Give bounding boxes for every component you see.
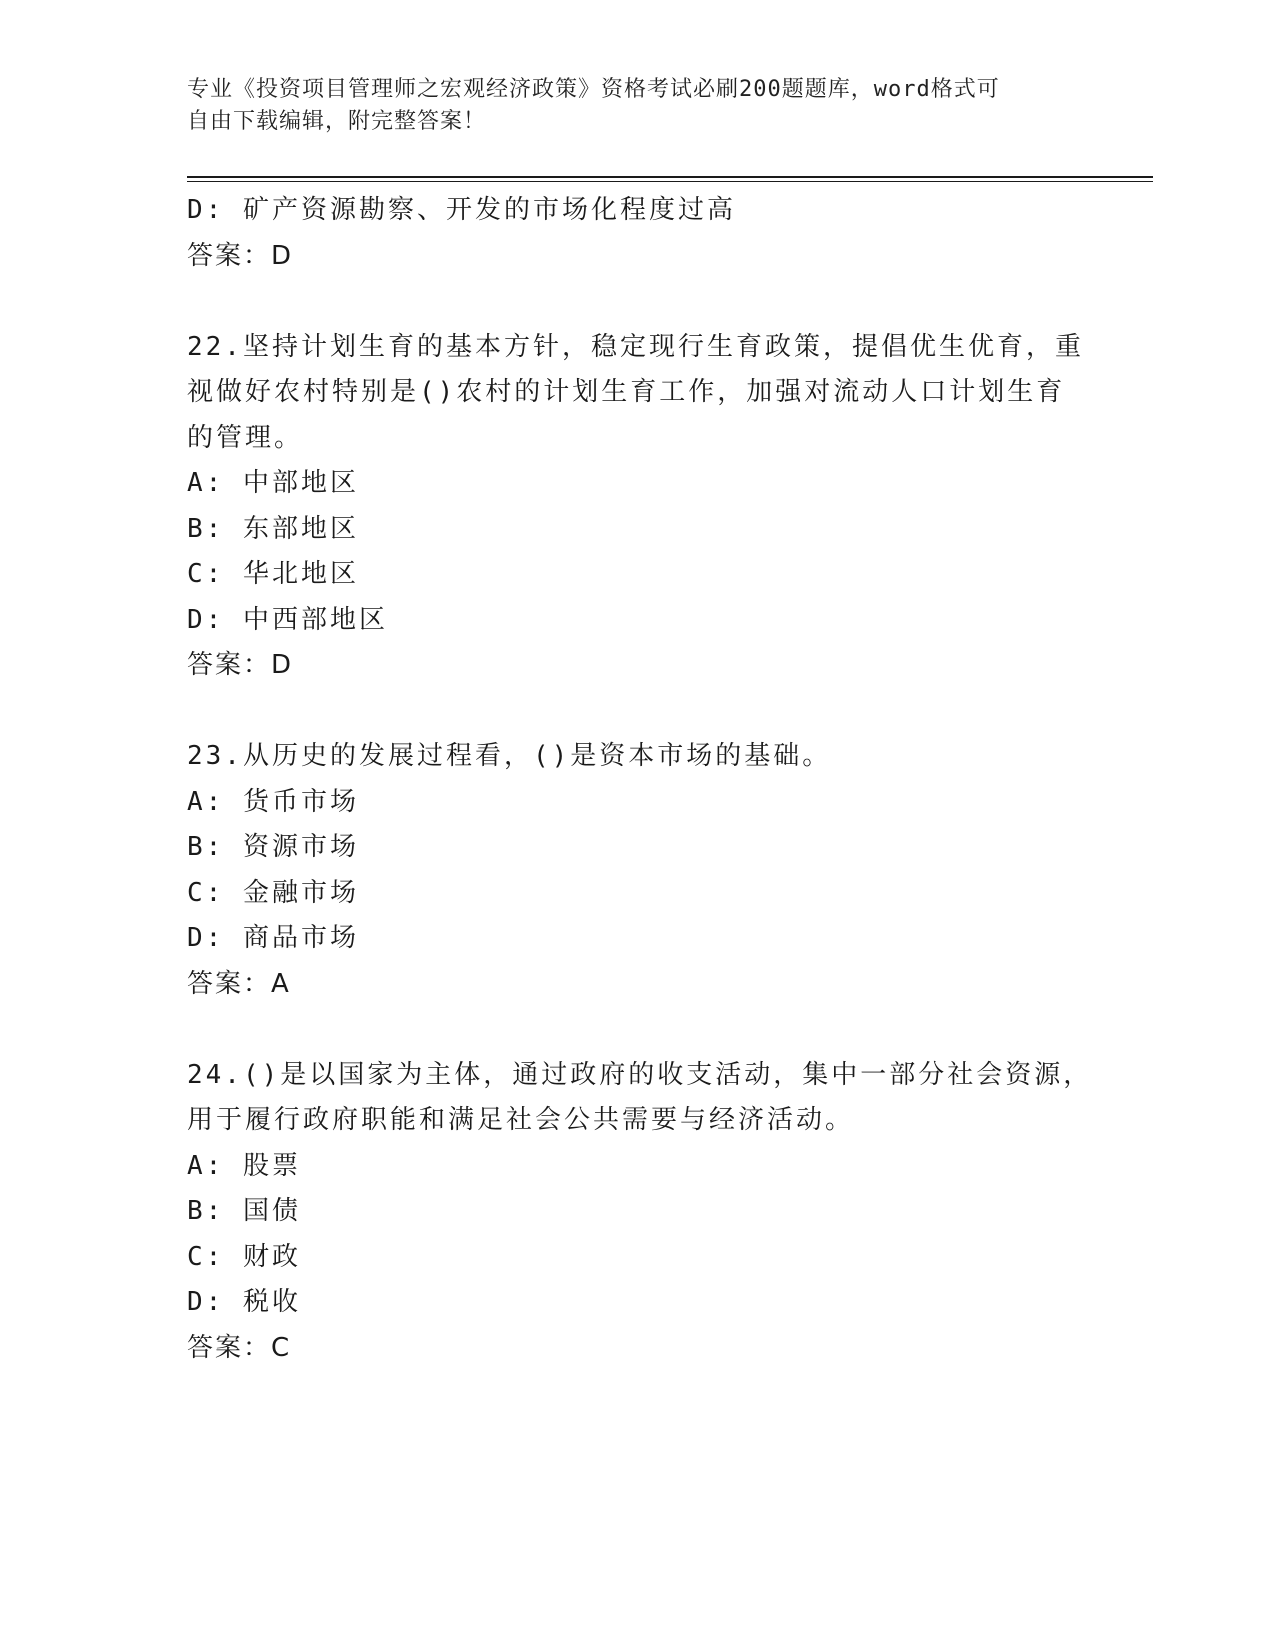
spacer <box>187 689 1087 735</box>
header-title-line-1: 专业《投资项目管理师之宏观经济政策》资格考试必刷200题题库，word格式可 <box>187 77 1000 102</box>
option-c: C: 金融市场 <box>187 877 359 908</box>
question-stem-line: 的管理。 <box>187 422 304 453</box>
option-a: A: 货币市场 <box>187 786 359 817</box>
header-title-line-2: 自由下载编辑，附完整答案！ <box>187 109 487 134</box>
question-stem-line: 视做好农村特别是()农村的计划生育工作，加强对流动人口计划生育 <box>187 377 1066 407</box>
option-b: B: 资源市场 <box>187 832 359 862</box>
option-d: D: 税收 <box>187 1287 301 1317</box>
spacer <box>187 279 1087 325</box>
question-stem-line: 用于履行政府职能和满足社会公共需要与经济活动。 <box>187 1105 855 1135</box>
question-block-22 <box>187 325 1087 689</box>
question-stem-line: 22.坚持计划生育的基本方针，稳定现行生育政策，提倡优生优育，重 <box>187 331 1084 362</box>
document-header <box>187 74 1067 138</box>
header-divider-thin <box>187 181 1153 182</box>
question-list <box>187 188 1093 1371</box>
answer-line: 答案：D <box>187 240 294 271</box>
option-a: A: 股票 <box>187 1150 301 1181</box>
option-d: D: 商品市场 <box>187 923 359 953</box>
answer-line: 答案：C <box>187 1332 292 1363</box>
option-b: B: 国债 <box>187 1196 301 1226</box>
question-block-24 <box>187 1053 1093 1372</box>
header-divider-thick <box>187 176 1153 178</box>
question-stem-line: 23.从历史的发展过程看，()是资本市场的基础。 <box>187 741 832 771</box>
option-d: D: 矿产资源勘察、开发的市场化程度过高 <box>187 195 736 225</box>
option-c: C: 财政 <box>187 1241 301 1272</box>
option-b: B: 东部地区 <box>187 513 359 544</box>
question-block-21 <box>187 188 1087 279</box>
question-block-23 <box>187 734 1087 1007</box>
option-c: C: 华北地区 <box>187 559 359 589</box>
answer-line: 答案：A <box>187 968 291 999</box>
answer-line: 答案：D <box>187 650 294 680</box>
option-d: D: 中西部地区 <box>187 604 388 635</box>
option-a: A: 中部地区 <box>187 468 359 498</box>
spacer <box>187 1007 1087 1053</box>
question-stem-line: 24.()是以国家为主体，通过政府的收支活动，集中一部分社会资源， <box>187 1059 1093 1090</box>
